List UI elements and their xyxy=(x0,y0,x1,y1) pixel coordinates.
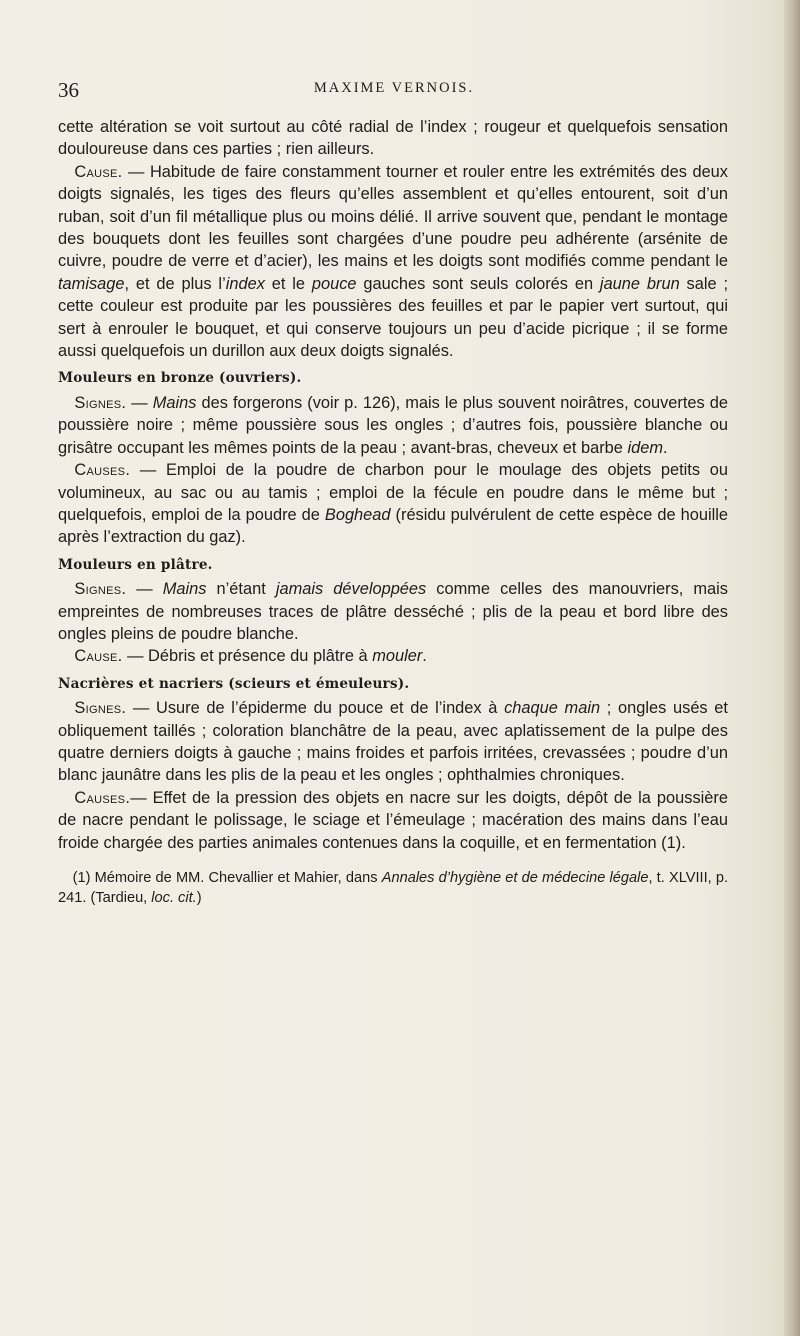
footnote: (1) Mémoire de MM. Chevallier et Mahier, dans Annales d’hygiène et de médecine légale, t. XLVIII, p. 241. (Tardieu, loc. cit.) xyxy=(58,870,729,906)
signes-label: Signes. xyxy=(74,699,127,718)
signes-label: Signes. xyxy=(74,393,127,412)
causes-label: Causes. xyxy=(74,461,131,480)
cause-label: Cause. xyxy=(74,162,123,181)
page-header xyxy=(58,78,730,102)
page-edge-shadow xyxy=(784,0,800,1336)
cause-label: Cause. xyxy=(74,647,123,666)
paragraph-signes-bronze: Signes. — Mains des forgerons (voir p. 126), mais le plus souvent noirâtres, couvertes de poussière noire ; même poussière sous les ongles ; d’autres fois, poussière blanche ou grisâtre occupant les mêmes points de la peau ; avant-bras, cheveux et barbe idem. xyxy=(58,393,728,457)
running-head: MAXIME VERNOIS. xyxy=(313,80,475,96)
paragraph-continuation: cette altération se voit surtout au côté radial de l’index ; rougeur et quelquefois sensation douloureuse dans ces parties ; rien ailleurs. xyxy=(58,118,728,159)
paragraph-cause: Cause. — Habitude de faire constamment tourner et rouler entre les extrémités des deux doigts signalés, les tiges des fleurs qu’elles assemblent et qu’elles entourent, soit d’un ruban, soit d’un fil métallique plus ou moins délié. Il arrive souvent que, pendant le montage des bouquets dont les feuilles sont chargées d’une poudre peu adhérente (arsénite de cuivre, poudre de verre et d’acier), les mains et les doigts sont modifiés comme pendant le tamisage, et de plus l’index et le pouce gauches sont seuls colorés en jaune brun sale ; cette couleur est produite par les poussières des feuilles et par le papier vert surtout, qui sert à enrouler le bouquet, et qui conserve toujours un peu d’acide picrique ; il se forme aussi quelquefois un durillon aux deux doigts signalés. xyxy=(58,162,729,361)
signes-label: Signes. xyxy=(74,580,127,599)
page-number: 36 xyxy=(58,78,79,102)
paragraph-causes-nacre: Causes.— Effet de la pression des objets en nacre sur les doigts, dépôt de la poussière de nacre pendant le polissage, le sciage et l’émeulage ; macération des mains dans l’eau froide chargée des parties animales contenues dans la coquille, et en fermentation (1). xyxy=(58,788,728,852)
section-heading-nacrieres: Nacrières et nacriers (scieurs et émeuleurs). xyxy=(58,675,410,692)
section-heading-mouleurs-bronze: Mouleurs en bronze (ouvriers). xyxy=(58,370,302,387)
paragraph-causes-bronze: Causes. — Emploi de la poudre de charbon pour le moulage des objets petits ou volumineux, au sac ou au tamis ; emploi de la fécule en poudre dans le même but ; quelquefois, emploi de la poudre de Boghead (résidu pulvérulent de cette espèce de houille après l’extraction du gaz). xyxy=(58,461,728,547)
paragraph-signes-platre: Signes. — Mains n’étant jamais développées comme celles des manouvriers, mais empreintes de nombreuses traces de plâtre desséché ; plis de la peau et bord libre des ongles pleins de poudre blanche. xyxy=(58,580,728,643)
section-heading-mouleurs-platre: Mouleurs en plâtre. xyxy=(58,556,213,573)
causes-label: Causes. xyxy=(74,788,131,807)
paragraph-signes-nacre: Signes. — Usure de l’épiderme du pouce et de l’index à chaque main ; ongles usés et obliquement taillés ; coloration blanchâtre de la peau, avec aplatissement de la pulpe des quatre derniers doigts à gauche ; mains froides et parfois irritées, crevassées ; poudre d’un blanc jaunâtre dans les plis de la peau et les ongles ; ophthalmies chroniques. xyxy=(58,699,728,785)
page-body xyxy=(58,116,728,908)
paragraph-cause-platre: Cause. — Débris et présence du plâtre à mouler. xyxy=(74,647,427,666)
